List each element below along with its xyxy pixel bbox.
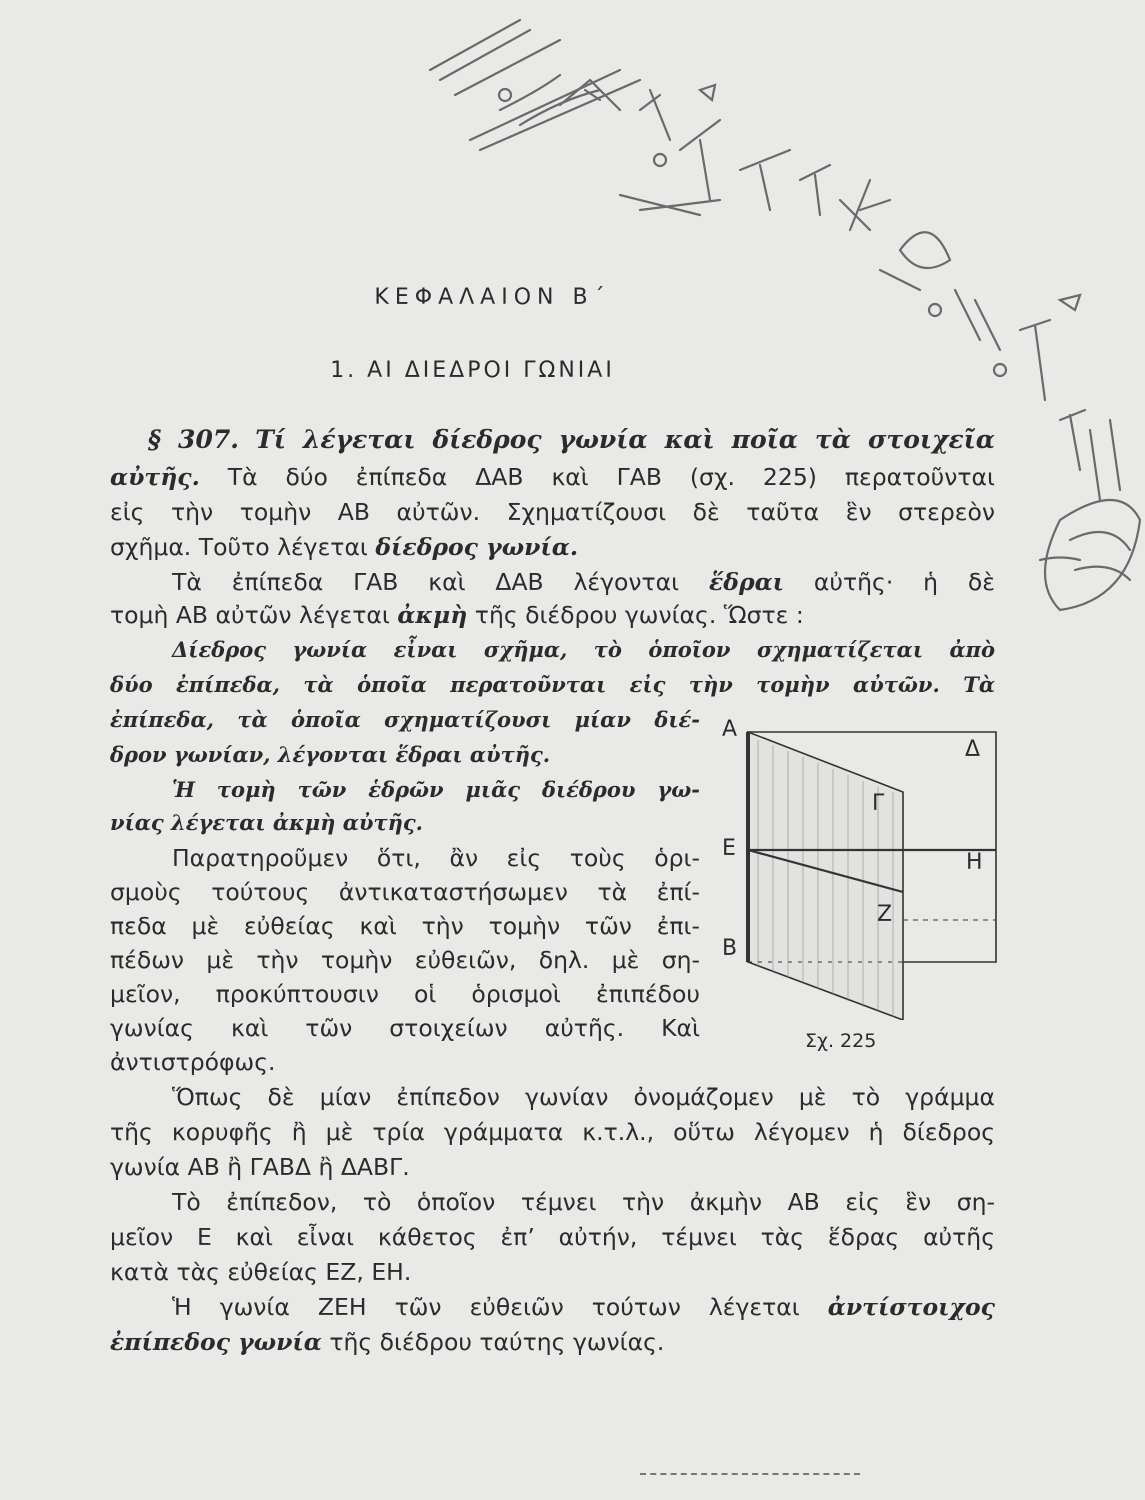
- faces-line1: [172, 567, 995, 597]
- label-delta: Δ: [965, 737, 981, 762]
- observation-line3: πεδα μὲ εὐθείας καὶ τὴν τομὴν τῶν ἐπι-: [110, 912, 700, 940]
- text-span: τῆς διέδρου γωνίας. Ὥστε :: [474, 601, 804, 629]
- corresponding-line1: [172, 1292, 995, 1322]
- bottom-bleed-mark: [640, 1473, 860, 1475]
- definition-line5: Ἡ τομὴ τῶν ἑδρῶν μιᾶς διέδρου γω-: [172, 777, 700, 802]
- plane-line3: κατὰ τὰς εὐθείας ΕΖ, ΕΗ.: [110, 1258, 412, 1286]
- plane-line1: Τὸ ἐπίπεδον, τὸ ὁποῖον τέμνει τὴν ἀκμὴν ΑΒ εἰς ἓν ση-: [172, 1188, 995, 1216]
- label-e: Ε: [722, 836, 736, 861]
- observation-line1: Παρατηροῦμεν ὅτι, ἂν εἰς τοὺς ὁρι-: [172, 844, 700, 872]
- observation-line5: μεῖον, προκύπτουσιν οἱ ὁρισμοὶ ἐπιπέδου: [110, 980, 700, 1008]
- plane-line2: μεῖον Ε καὶ εἶναι κάθετος ἐπ’ αὐτήν, τέμνει τὰς ἕδρας αὐτῆς: [110, 1223, 995, 1251]
- text-span: αὐτῆς· ἡ δὲ: [813, 568, 995, 596]
- label-z: Ζ: [877, 902, 893, 927]
- text-span: τομὴ ΑΒ αὐτῶν λέγεται: [110, 601, 390, 629]
- paragraph-307-heading: [148, 425, 995, 455]
- pencil-scribble: [0, 0, 1145, 620]
- term-plane-angle: ἐπίπεδος γωνία: [110, 1328, 322, 1356]
- text-span: Τὰ δύο ἐπίπεδα ΔΑΒ καὶ ΓΑΒ (σχ. 225) περατοῦνται: [227, 463, 995, 491]
- text-span: Τὰ ἐπίπεδα ΓΑΒ καὶ ΔΑΒ λέγονται: [172, 568, 680, 596]
- term-edge: ἀκμὴ: [397, 601, 468, 629]
- text-span: Ἡ γωνία ΖΕΗ τῶν εὐθειῶν τούτων λέγεται: [172, 1293, 800, 1321]
- definition-line6: νίας λέγεται ἀκμὴ αὐτῆς.: [110, 810, 423, 835]
- observation-line6: γωνίας καὶ τῶν στοιχείων αὐτῆς. Καὶ: [110, 1014, 700, 1042]
- definition-line3: ἐπίπεδα, τὰ ὁποῖα σχηματίζουσι μίαν διέ-: [110, 707, 700, 732]
- naming-line1: Ὅπως δὲ μίαν ἐπίπεδον γωνίαν ὀνομάζομεν μὲ τὸ γράμμα: [172, 1083, 995, 1111]
- paragraph-307-line2: [110, 462, 995, 492]
- definition-line1: Δίεδρος γωνία εἶναι σχῆμα, τὸ ὁποῖον σχηματίζεται ἀπὸ: [172, 637, 995, 662]
- figure-225: [718, 720, 1003, 1020]
- term-corresponding: ἀντίστοιχος: [827, 1293, 995, 1321]
- label-gamma: Γ: [872, 791, 885, 816]
- observation-line4: πέδων μὲ τὴν τομὴν εὐθειῶν, δηλ. μὲ ση-: [110, 946, 700, 974]
- paragraph-heading: Τί λέγεται δίεδρος γωνία καὶ ποῖα τὰ στοιχεῖα: [255, 425, 995, 454]
- text-span: τῆς διέδρου ταύτης γωνίας.: [329, 1328, 665, 1356]
- faces-line2: [110, 600, 995, 630]
- chapter-title: ΚΕΦΑΛΑΙΟΝ Β΄: [374, 285, 611, 310]
- observation-line7: ἀντιστρόφως.: [110, 1048, 276, 1076]
- figure-caption: Σχ. 225: [805, 1030, 877, 1052]
- label-b: Β: [722, 936, 738, 961]
- section-title: 1. ΑΙ ΔΙΕΔΡΟΙ ΓΩΝΙΑΙ: [330, 358, 615, 383]
- naming-line3: γωνία ΑΒ ἢ ΓΑΒΔ ἢ ΔΑΒΓ.: [110, 1153, 410, 1181]
- term-dihedral-angle: δίεδρος γωνία.: [375, 533, 579, 561]
- paragraph-307-line3: εἰς τὴν τομὴν ΑΒ αὐτῶν. Σχηματίζουσι δὲ ταῦτα ἓν στερεὸν: [110, 498, 995, 526]
- text-span: σχῆμα. Τοῦτο λέγεται: [110, 533, 368, 561]
- label-a: Α: [722, 717, 738, 742]
- definition-line2: δύο ἐπίπεδα, τὰ ὁποῖα περατοῦνται εἰς τὴν τομὴν αὐτῶν. Τὰ: [110, 672, 995, 697]
- naming-line2: τῆς κορυφῆς ἢ μὲ τρία γράμματα κ.τ.λ., οὕτω λέγομεν ἡ δίεδρος: [110, 1118, 995, 1146]
- term-faces: ἕδραι: [708, 568, 785, 596]
- observation-line2: σμοὺς τούτους ἀντικαταστήσωμεν τὰ ἐπί-: [110, 878, 700, 906]
- heading-continuation: αὐτῆς.: [110, 463, 200, 491]
- paragraph-307-line4: [110, 532, 995, 562]
- definition-line4: δρον γωνίαν, λέγονται ἕδραι αὐτῆς.: [110, 742, 551, 767]
- face-gab: [748, 732, 903, 1020]
- label-h: Η: [966, 850, 983, 875]
- paragraph-number: § 307.: [148, 425, 239, 454]
- corresponding-line2: [110, 1327, 995, 1357]
